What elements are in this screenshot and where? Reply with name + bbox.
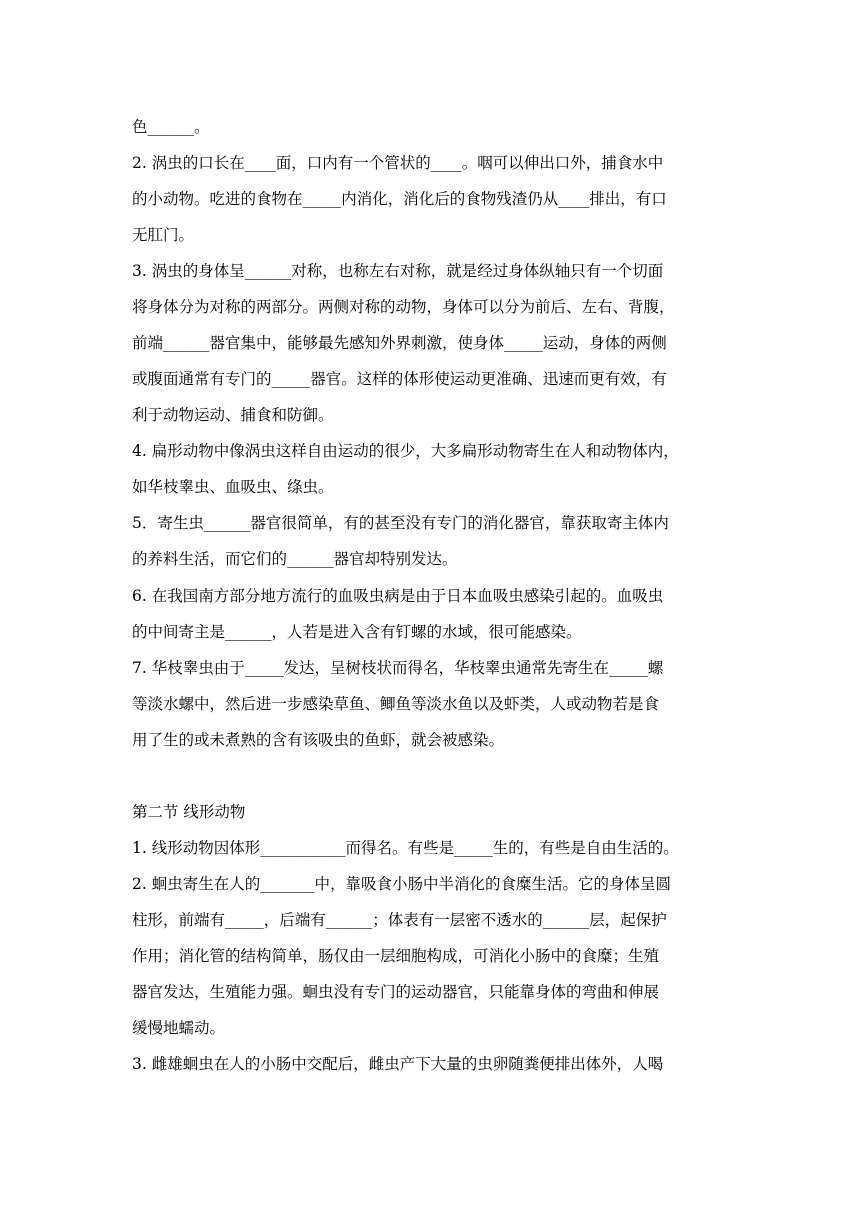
text-line: 无肛门。 (132, 226, 195, 244)
text-line: 4. 扁形动物中像涡虫这样自由运动的很少，大多扁形动物寄生在人和动物体内， (132, 442, 679, 460)
text-line: 柱形，前端有_____，后端有______；体表有一层密不透水的______层，起保护 (132, 911, 667, 929)
text-line: 或腹面通常有专门的_____器官。这样的体形使运动更准确、迅速而更有效，有 (132, 370, 667, 388)
text-line: 1. 线形动物因体形___________而得名。有些是_____生的，有些是自由生活的。 (132, 839, 679, 857)
text-line: 将身体分为对称的两部分。两侧对称的动物，身体可以分为前后、左右、背腹， (132, 298, 675, 316)
text-line: 5．寄生虫______器官很简单，有的甚至没有专门的消化器官，靠获取寄主体内 (132, 514, 669, 532)
text-line: 2. 蛔虫寄生在人的_______中，靠吸食小肠中半消化的食糜生活。它的身体呈圆 (132, 875, 671, 893)
text-line: 器官发达，生殖能力强。蛔虫没有专门的运动器官，只能靠身体的弯曲和伸展 (132, 983, 660, 1001)
text-line: 用了生的或未煮熟的含有该吸虫的鱼虾，就会被感染。 (132, 731, 505, 749)
text-line: 作用；消化管的结构简单，肠仅由一层细胞构成，可消化小肠中的食糜；生殖 (132, 947, 660, 965)
text-line: 3. 雌雄蛔虫在人的小肠中交配后，雌虫产下大量的虫卵随粪便排出体外，人喝 (132, 1055, 664, 1073)
text-line: 前端______器官集中，能够最先感知外界刺激，使身体_____运动，身体的两侧 (132, 334, 667, 352)
text-line: 的中间寄主是______，人若是进入含有钉螺的水域，很可能感染。 (132, 623, 582, 641)
text-line: 色______。 (132, 118, 210, 136)
text-line: 7. 华枝睾虫由于_____发达，呈树枝状而得名，华枝睾虫通常先寄生在_____螺 (132, 659, 664, 677)
text-line: 3. 涡虫的身体呈______对称，也称左右对称，就是经过身体纵轴只有一个切面 (132, 262, 664, 280)
text-line: 的养料生活，而它们的______器官却特别发达。 (132, 550, 458, 568)
text-line: 缓慢地蠕动。 (132, 1019, 226, 1037)
text-line: 利于动物运动、捕食和防御。 (132, 406, 334, 424)
text-line: 6. 在我国南方部分地方流行的血吸虫病是由于日本血吸虫感染引起的。血吸虫 (132, 587, 664, 605)
text-line: 等淡水螺中，然后进一步感染草鱼、鲫鱼等淡水鱼以及虾类，人或动物若是食 (132, 695, 660, 713)
text-line: 的小动物。吃进的食物在_____内消化，消化后的食物残渣仍从____排出，有口 (132, 190, 667, 208)
section-heading: 第二节 线形动物 (132, 803, 246, 821)
text-line: 如华枝睾虫、血吸虫、绦虫。 (132, 478, 334, 496)
text-line: 2. 涡虫的口长在____面，口内有一个管状的____。咽可以伸出口外，捕食水中 (132, 154, 664, 172)
